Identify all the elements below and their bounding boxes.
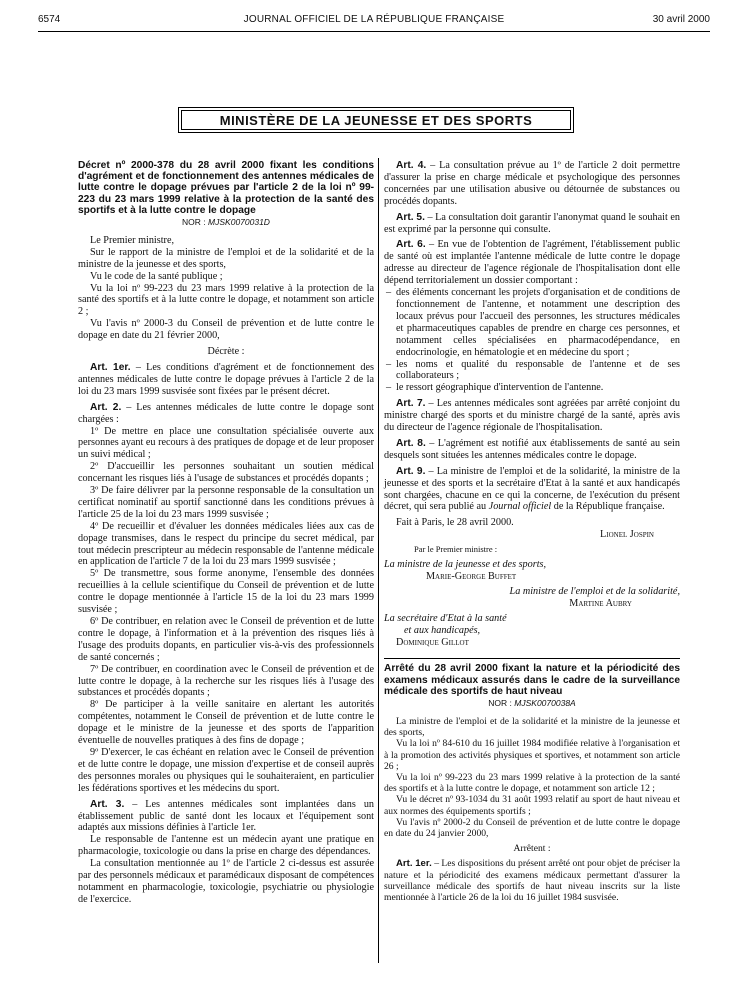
decret-p3: Vu le code de la santé publique ; — [90, 270, 223, 282]
ministry-box — [178, 107, 574, 133]
min-js-name: Marie-George Buffet — [426, 571, 517, 582]
page-header — [38, 14, 710, 28]
min-es-name: Martine Aubry — [569, 597, 632, 609]
right-column — [384, 160, 680, 903]
decret-art4: Art. 4. – La consultation prévue au 1º de l'article 2 doit permettre d'assurer la prise en charge médicale et psychologique des personnes concernées par une utilisation abusive ou détournée de substances ou procédés dopants. — [384, 160, 680, 207]
page-number: 6574 — [38, 14, 61, 25]
decret-art7: Art. 7. – Les antennes médicales sont agréées par arrêté conjoint du ministre chargé des sports et du ministre chargé de la santé, après avis du directeur de l'agence régionale de l'hospitalisation. — [384, 398, 680, 434]
art6-item-1: – des éléments concernant les projets d'organisation et de conditions de fonctionnement de l'antenne, et notamment une description des locaux prévus pour l'accueil des personnes, les structures médicales et pharmaceutiques capables de prendre en charge ces personnes, et notamment celles spécialisées en pharmacodépendance, en endocrinologie, en hématologie et en médecine du sport ; — [384, 287, 680, 358]
min-js-title: La ministre de la jeunesse et des sports, — [384, 559, 547, 571]
column-divider — [378, 158, 379, 963]
signer-pm: Lionel Jospin — [600, 529, 654, 541]
sec-title-2: et aux handicapés, — [404, 624, 481, 636]
art6-list — [384, 287, 680, 394]
art6-item-2: – les noms et qualité du responsable de l'antenne et de ses collaborateurs ; — [384, 359, 680, 383]
header-rule — [38, 31, 710, 32]
decret-art8: Art. 8. – L'agrément est notifié aux établissements de santé au sein desquels sont situées les antennes médicales contre le dopage. — [384, 437, 680, 461]
arrete-p5: Vu l'avis nº 2000-2 du Conseil de prévention et de lutte contre le dopage en date du 24 janvier 2000, — [384, 816, 680, 839]
art2-item-6: 6º De contribuer, en relation avec le Conseil de prévention et de lutte contre le dopage, à l'information et à la prévention des risques liés à l'usage des produits dopants, en particulier vis-à-vis des professionnels de santé concernés ; — [78, 616, 374, 663]
decret-nor: NOR : MJSK0070031D — [182, 217, 270, 228]
decret-art5: Art. 5. – La consultation doit garantir l'anonymat quand le souhait en est exprimé par la personne qui consulte. — [384, 211, 680, 235]
decret-art3-p2: Le responsable de l'antenne est un médecin ayant une pratique en pharmacologie, toxicologie ou dans la prise en charge des dépendances. — [78, 834, 374, 858]
decret-art1: Art. 1er. – Les conditions d'agrément et de fonctionnement des antennes médicales de lutte contre le dopage prévues à l'article 2 de la loi du 23 mars 1999 susvisée sont fixées par le présent décret. — [78, 361, 374, 397]
arrete-p3: Vu la loi nº 99-223 du 23 mars 1999 relative à la protection de la santé des sportifs et à la lutte contre le dopage, et notamment son article 12 ; — [384, 771, 680, 795]
art2-item-8: 8º De participer à la veille sanitaire en alertant les autorités compétentes, notamment le Conseil de prévention et de lutte contre le dopage et le ministre de la jeunesse et des sports de l'apparition éventuelle de nouvelles pratiques à des fins de dopage ; — [78, 699, 374, 747]
art6-item-3: – le ressort géographique d'intervention de l'antenne. — [384, 382, 680, 394]
issue-date: 30 avril 2000 — [652, 14, 710, 25]
decret-art2: Art. 2. – Les antennes médicales de lutte contre le dopage sont chargées : — [78, 401, 375, 425]
art2-item-4: 4º De recueillir et d'évaluer les données médicales liées aux cas de dopage transmises, dans le respect du principe du secret médical, par tout médecin prescripteur au médecin responsable de l'antenne médicale en application de l'article 7 de la loi du 23 mars 1999 susvisée ; — [78, 520, 374, 568]
arretent: Arrêtent : — [513, 843, 551, 855]
section-separator — [384, 658, 680, 659]
par-pm: Par le Premier ministre : — [414, 544, 498, 555]
decret-p5: Vu l'avis nº 2000-3 du Conseil de prévention et de lutte contre le dopage en date du 21 février 2000, — [78, 318, 374, 342]
decret-art9: Art. 9. – La ministre de l'emploi et de la solidarité, la ministre de la jeunesse et des sports et la secrétaire d'Etat à la santé et aux handicapés sont chargées, chacune en ce qui la concerne, de l'exécution du présent décret, qui sera publié au Journal officiel de la République française. — [384, 465, 680, 513]
sec-name: Dominique Gillot — [396, 636, 469, 648]
art2-item-2: 2º D'accueillir les personnes souhaitant un soutien médical concernant les risques liés à l'usage de substances et procédés dopants ; — [78, 461, 374, 485]
decret-art3-p3: La consultation mentionnée au 1º de l'article 2 ci-dessus est assurée par des personnels médicaux et paramédicaux disposant de compétences notamment en pharmacologie, toxicologie, psychiatrie ou physiologie de l'exercice. — [78, 858, 374, 905]
fait-a-paris: Fait à Paris, le 28 avril 2000. — [396, 517, 514, 529]
art2-item-9: 9º D'exercer, le cas échéant en relation avec le Conseil de prévention et de lutte contre le dopage, une mission d'expertise et de conseil auprès des personnes morales ou physiques qui le souhaiteraient, en particulier les fédérations sportives et les médecins du sport. — [78, 746, 374, 794]
decret-p4: Vu la loi nº 99-223 du 23 mars 1999 relative à la protection de la santé des sportifs et à la lutte contre le dopage, et notamment son article 2 ; — [78, 282, 374, 318]
decrete: Décrète : — [207, 346, 245, 358]
art2-item-1: 1º De mettre en place une consultation spécialisée ouverte aux personnes ayant eu recours à des pratiques de dopage et de leur proposer un suivi médical ; — [78, 425, 374, 461]
decret-art6: Art. 6. – En vue de l'obtention de l'agrément, l'établissement public de santé où est implantée l'antenne médicale de lutte contre le dopage adresse au directeur de l'agence régionale de l'hospitalisation dont elle dépend territorialement un dossier comportant : — [384, 239, 680, 287]
arrete-p4: Vu le décret nº 93-1034 du 31 août 1993 relatif au sport de haut niveau et aux normes des équipements sportifs ; — [384, 794, 680, 817]
min-es-title: La ministre de l'emploi et de la solidarité, — [509, 585, 680, 597]
art2-item-7: 7º De contribuer, en coordination avec le Conseil de prévention et de lutte contre le dopage, à la recherche sur les risques liés à l'usage des substances et procédés dopants ; — [78, 663, 374, 699]
decret-art3: Art. 3. – Les antennes médicales sont implantées dans un établissement public de santé dont les locaux et l'équipement sont adaptés aux missions définies à l'article 1er. — [78, 798, 375, 834]
sec-title-1: La secrétaire d'Etat à la santé — [384, 612, 507, 624]
arrete-p1: La ministre de l'emploi et de la solidarité et la ministre de la jeunesse et des sports, — [384, 715, 680, 739]
decret-title: Décret nº 2000-378 du 28 avril 2000 fixant les conditions d'agrément et de fonctionnement des antennes médicales de lutte contre le dopage prévues par l'article 2 de la loi nº 99-223 du 23 mars 1999 relative à la protection de la santé des sportifs et à la lutte contre le dopage — [78, 160, 374, 216]
arrete-p2: Vu la loi nº 84-610 du 16 juillet 1984 modifiée relative à l'organisation et à la promotion des activités physiques et sportives, et notamment son article 26 ; — [384, 738, 680, 772]
art2-item-3: 3º De faire délivrer par la personne responsable de la consultation un certificat nominatif au sportif sanctionné dans les conditions prévues à l'article 25 de la loi du 23 mars 1999 susvisée ; — [78, 485, 374, 520]
decret-p1: Le Premier ministre, — [90, 234, 175, 246]
journal-title: JOURNAL OFFICIEL DE LA RÉPUBLIQUE FRANÇAISE — [243, 14, 505, 25]
art2-item-5: 5º De transmettre, sous forme anonyme, l'ensemble des données recueillies à la cellule scientifique du Conseil de prévention et de lutte contre le dopage mentionnée à l'article 15 de la loi du 23 mars 1999 susvisée ; — [78, 568, 374, 616]
ministry-title: MINISTÈRE DE LA JEUNESSE ET DES SPORTS — [181, 110, 571, 130]
left-column — [78, 160, 374, 906]
decret-p2: Sur le rapport de la ministre de l'emploi et de la solidarité et de la ministre de la jeunesse et des sports, — [78, 246, 374, 270]
arrete-title: Arrêté du 28 avril 2000 fixant la nature et la périodicité des examens médicaux assurés dans le cadre de la surveillance médicale des sportifs de haut niveau — [384, 663, 680, 697]
arrete-nor: NOR : MJSK0070038A — [488, 698, 576, 709]
arrete-art1: Art. 1er. – Les dispositions du présent arrêté ont pour objet de préciser la nature et la périodicité des examens médicaux permettant d'assurer la surveillance médicale des sportifs de haut niveau inscrits sur la liste mentionnée à l'article 26 de la loi du 16 juillet 1984 susvisée. — [384, 858, 680, 903]
